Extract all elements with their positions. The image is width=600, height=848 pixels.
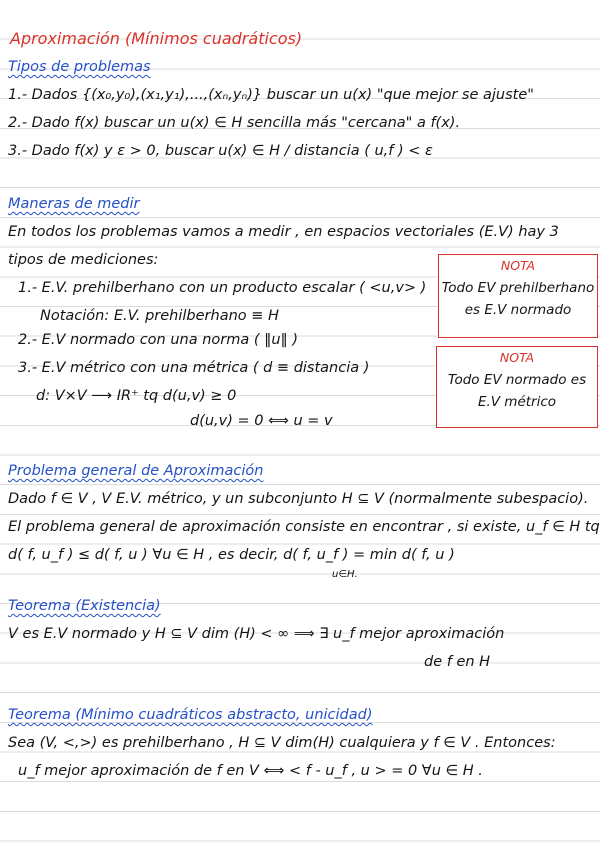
problem-general-line-3: d( f, u_f ) ≤ d( f, u ) ∀u ∈ H , es decir, d( f, u_f ) = min d( f, u )	[8, 547, 455, 563]
theorem-existence-line-2: de f en H	[424, 654, 491, 670]
problem-line-3: 3.- Dado f(x) y ε > 0, buscar u(x) ∈ H / distancia ( u,f ) < ε	[8, 143, 433, 159]
theorem-existence-line-1: V es E.V normado y H ⊆ V dim (H) < ∞ ⟹ ∃ u_f mejor aproximación	[8, 626, 505, 642]
item-3-property: d(u,v) = 0 ⟺ u = v	[190, 413, 333, 429]
problem-line-1: 1.- Dados {(x₀,y₀),(x₁,y₁),...,(xₙ,yₙ)} buscar un u(x) "que mejor se ajuste"	[8, 87, 534, 103]
section-heading-text: Problema general de Aproximación	[8, 463, 264, 479]
note-text-line: Todo EV prehilberhano	[441, 280, 595, 296]
item-3-definition: d: V×V ⟶ IR⁺ tq d(u,v) ≥ 0	[36, 388, 237, 404]
intro-line-2: tipos de mediciones:	[8, 252, 159, 268]
section-heading-teorema-existencia	[8, 597, 161, 615]
section-heading-problema	[8, 462, 263, 480]
note-text-line: E.V métrico	[477, 394, 557, 410]
min-subscript: u∈H.	[332, 569, 358, 580]
problem-general-line-2: El problema general de aproximación consiste en encontrar , si existe, u_f ∈ H tq	[8, 519, 600, 535]
section-heading-maneras	[8, 195, 140, 213]
note-box-1	[438, 254, 598, 338]
item-1-notation: Notación: E.V. prehilberhano ≡ H	[40, 308, 279, 324]
note-heading: NOTA	[499, 350, 535, 365]
section-heading-text: Maneras de medir	[8, 196, 140, 212]
theorem-uniqueness-line-2: u_f mejor aproximación de f en V ⟺ < f - u_f , u > = 0 ∀u ∈ H .	[18, 763, 483, 779]
note-heading: NOTA	[500, 258, 536, 273]
section-heading-tipos	[8, 58, 151, 76]
theorem-uniqueness-line-1: Sea (V, <,>) es prehilberhano , H ⊆ V dim(H) cualquiera y f ∈ V . Entonces:	[8, 735, 556, 751]
section-heading-text: Teorema (Existencia)	[8, 598, 161, 614]
problem-line-2: 2.- Dado f(x) buscar un u(x) ∈ H sencilla más "cercana" a f(x).	[8, 115, 461, 131]
note-text-line: Todo EV normado es	[447, 372, 587, 388]
problem-general-line-1: Dado f ∈ V , V E.V. métrico, y un subconjunto H ⊆ V (normalmente subespacio).	[8, 491, 589, 507]
section-heading-text: Teorema (Mínimo cuadráticos abstracto, unicidad)	[8, 707, 373, 723]
page-title: Aproximación (Mínimos cuadráticos)	[10, 29, 303, 48]
note-box-2	[436, 346, 598, 428]
item-2: 2.- E.V normado con una norma ( ‖u‖ )	[18, 332, 299, 348]
intro-line-1: En todos los problemas vamos a medir , en espacios vectoriales (E.V) hay 3	[8, 224, 559, 240]
item-3: 3.- E.V métrico con una métrica ( d ≡ distancia )	[18, 360, 370, 376]
section-heading-text: Tipos de problemas	[8, 59, 151, 75]
item-1: 1.- E.V. prehilberhano con un producto escalar ( <u,v> )	[18, 280, 427, 296]
section-heading-teorema-unicidad	[8, 706, 372, 724]
note-text-line: es E.V normado	[464, 302, 572, 318]
